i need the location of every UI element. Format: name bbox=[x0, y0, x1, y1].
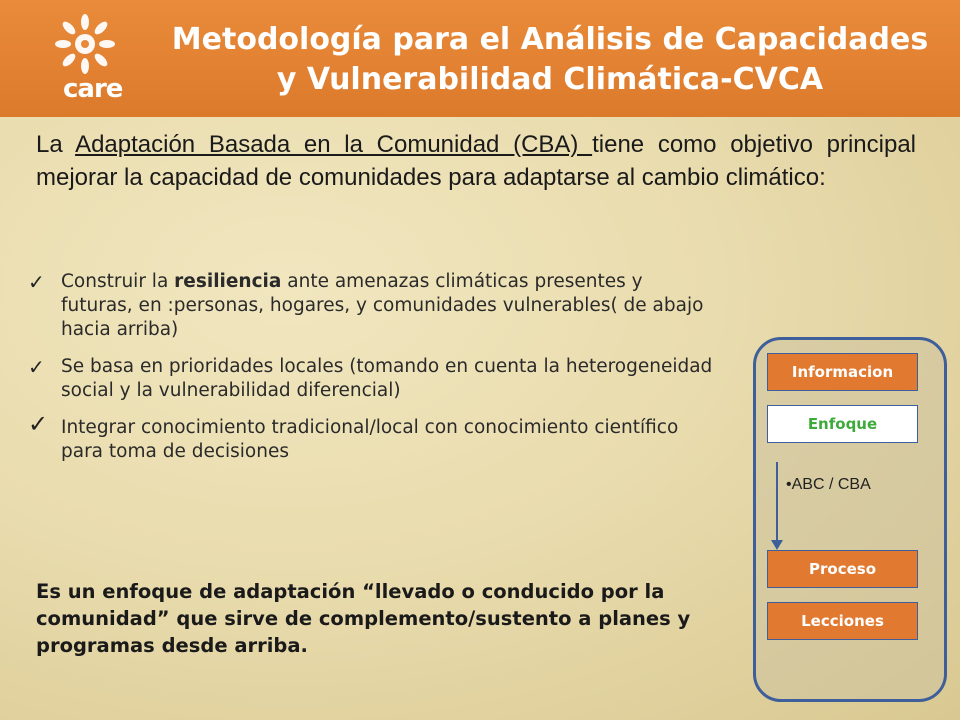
arrow-down-icon bbox=[771, 540, 783, 550]
enfoque-box: Enfoque bbox=[767, 405, 918, 443]
bullet-list bbox=[28, 270, 718, 477]
bullet-3-text: Integrar conocimiento tradicional/local con conocimiento científico para toma de decisiones bbox=[61, 417, 679, 462]
bullet-1-before: Construir la bbox=[61, 271, 175, 292]
intro-rest: tiene como objetivo principal mejorar la capacidad de comunidades para adaptarse al cambio climático: bbox=[36, 131, 916, 191]
summary-paragraph: Es un enfoque de adaptación “llevado o conducido por la comunidad” que sirve de complemento/sustento a planes y programas desde arriba. bbox=[36, 580, 691, 657]
title-line-1: Metodología para el Análisis de Capacidades bbox=[171, 22, 929, 57]
bullet-1-bold: resiliencia bbox=[174, 271, 282, 292]
abc-cba-label: •ABC / CBA bbox=[786, 476, 871, 493]
list-item bbox=[28, 270, 718, 342]
list-item bbox=[28, 355, 718, 403]
title-line-2: y Vulnerabilidad Climática-CVCA bbox=[276, 62, 824, 97]
lecciones-box: Lecciones bbox=[767, 602, 918, 640]
bullet-2-text: Se basa en prioridades locales (tomando en cuenta la heterogeneidad social y la vulnerabilidad diferencial) bbox=[61, 356, 713, 401]
bullet-1-after: ante amenazas climáticas presentes y futuras, en :personas, hogares, y comunidades vulnerables( de abajo hacia arriba) bbox=[61, 271, 704, 340]
flow-arrow-line bbox=[776, 462, 778, 542]
checkmark-icon: ✓ bbox=[28, 355, 45, 379]
list-item bbox=[28, 410, 718, 464]
informacion-box: Informacion bbox=[767, 353, 918, 391]
logo-text: care bbox=[63, 74, 123, 104]
intro-cba-term: Adaptación Basada en la Comunidad (CBA) bbox=[75, 131, 593, 158]
page-title bbox=[150, 20, 950, 100]
checkmark-icon: ✓ bbox=[28, 410, 49, 438]
checkmark-icon: ✓ bbox=[28, 270, 45, 294]
intro-prefix: La bbox=[36, 131, 76, 158]
intro-paragraph bbox=[36, 128, 916, 194]
title-banner bbox=[0, 0, 960, 117]
proceso-box: Proceso bbox=[767, 550, 918, 588]
process-panel bbox=[753, 337, 947, 702]
